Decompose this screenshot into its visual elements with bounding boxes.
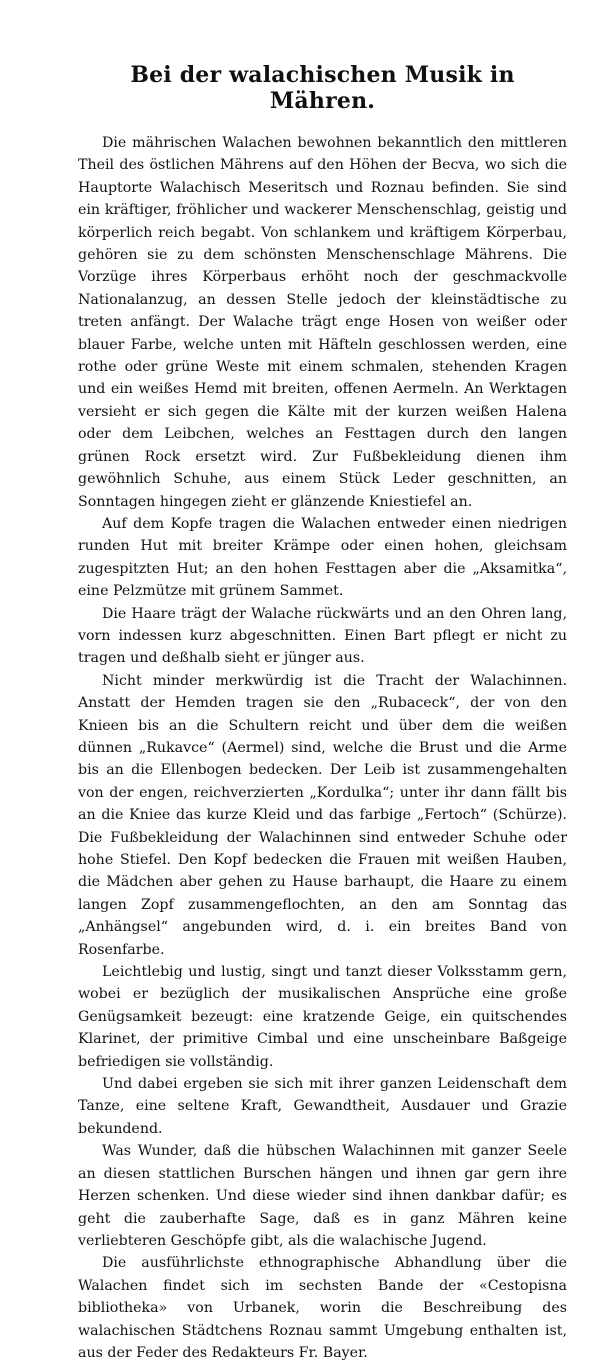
- article-title: Bei der walachischen Musik in Mähren.: [130, 62, 515, 114]
- paragraph-walachen-intro: Die mährischen Walachen bewohnen bekanntlich den mittleren Theil des östlichen Mährens auf den Höhen der Becva, wo sich die Hauptorte Walachisch Meseritsch und Roznau befinden. Sie sind ein kräftiger, fröhlicher und wackerer Menschenschlag, geistig und körperlich reich begabt. Von schlankem und kräftigem Körperbau, gehören sie zu dem schönsten Menschenschlage Mährens. Die Vorzüge ihres Körperbaus erhöht noch der geschmackvolle Nationalanzug, an dessen Stelle jedoch der kleinstädtische zu treten anfängt. Der Walache trägt enge Hosen von weißer oder blauer Farbe, welche unten mit Häfteln geschlossen werden, eine rothe oder grüne Weste mit einem schmalen, stehenden Kragen und ein weißes Hemd mit breiten, offenen Aermeln. An Werktagen versieht er sich gegen die Kälte mit der kurzen weißen Halena oder dem Leibchen, welches an Festtagen durch den langen grünen Rock ersetzt wird. Zur Fußbekleidung dienen ihm gewöhnlich Schuhe, aus einem Stück Leder geschnitten, an Sonntagen hingegen zieht er glänzende Kniestiefel an.: [78, 135, 567, 510]
- paragraph-headwear: Auf dem Kopfe tragen die Walachen entweder einen niedrigen runden Hut mit breiter Krämpe oder einen hohen, gleichsam zugespitzten Hut; an den hohen Festtagen aber die „Aksamitka“, eine Pelzmütze mit grünem Sammet.: [78, 515, 567, 600]
- paragraph-bibliography: Die ausführlichste ethnographische Abhandlung über die Walachen findet sich im sechsten Bande der «Cestopisna bibliotheka» von Urbanek, worin die Beschreibung des walachischen Städtchens Roznau sammt Umgebung enthalten ist, aus der Feder des Redakteurs Fr. Bayer.: [78, 1255, 567, 1361]
- paragraph-youth: Was Wunder, daß die hübschen Walachinnen mit ganzer Seele an diesen stattlichen Burschen hängen und ihnen gar gern ihre Herzen schenken. Und diese wieder sind ihnen dankbar dafür; es geht die zauberhafte Sage, daß es in ganz Mähren keine verliebteren Geschöpfe gibt, als die walachische Jugend.: [78, 1143, 567, 1249]
- paragraph-women-costume: Nicht minder merkwürdig ist die Tracht der Walachinnen. Anstatt der Hemden tragen sie den „Rubaceck“, der von den Knieen bis an die Schultern reicht und über dem die weißen dünnen „Rukavce“ (Aermel) sind, welche die Brust und die Arme bis an die Ellenbogen bedecken. Der Leib ist zusammengehalten von der engen, reichverzierten „Kordulka“; unter ihr dann fällt bis an die Kniee das kurze Kleid und das farbige „Fertoch“ (Schürze). Die Fußbekleidung der Walachinnen sind entweder Schuhe oder hohe Stiefel. Den Kopf bedecken die Frauen mit weißen Hauben, die Mädchen aber gehen zu Hause barhaupt, die Haare zu einem langen Zopf zusammengeflochten, an den am Sonntag das „Anhängsel“ angebunden wird, d. i. ein breites Band von Rosenfarbe.: [78, 672, 567, 958]
- paragraph-dance: Und dabei ergeben sie sich mit ihrer ganzen Leidenschaft dem Tanze, eine seltene Kraft, Gewandtheit, Ausdauer und Grazie bekundend.: [78, 1076, 567, 1137]
- paragraph-hair: Die Haare trägt der Walache rückwärts und an den Ohren lang, vorn indessen kurz abgeschnitten. Einen Bart pflegt er nicht zu tragen und deßhalb sieht er jünger aus.: [78, 605, 567, 667]
- paragraph-music: Leichtlebig und lustig, singt und tanzt dieser Volksstamm gern, wobei er bezüglich der musikalischen Ansprüche eine große Genügsamkeit bezeugt: eine kratzende Geige, ein quitschendes Klarinet, der primitive Cimbal und eine unscheinbare Baßgeige befriedigen sie vollständig.: [78, 964, 567, 1070]
- article-body: [78, 132, 567, 1364]
